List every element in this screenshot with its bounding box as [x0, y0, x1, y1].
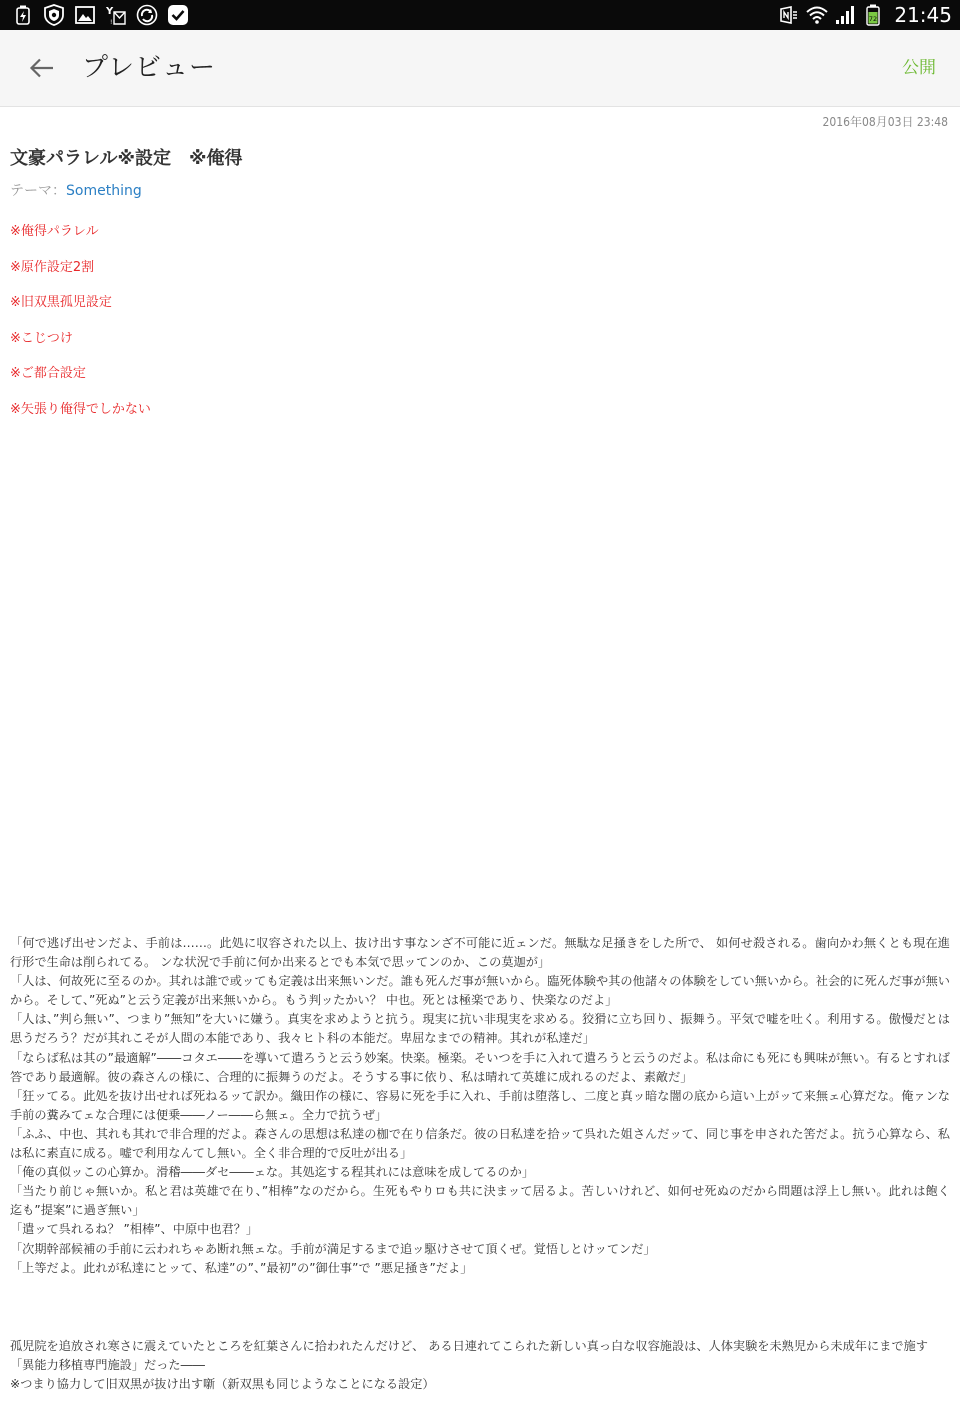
check-app-icon — [167, 4, 189, 26]
post-body-dialogue — [10, 934, 950, 1278]
dialogue-line: 「当たり前じゃ無いか。私と君は英雄で在り、”相棒”なのだから。生死もやりロも共に決まッて居るよ。苦しいけれど、如何せ死ぬのだから問題は浮上し無い。此れは飽く迄も”提案”に過ぎ無い」 — [10, 1184, 950, 1218]
svg-text:Y: Y — [106, 6, 114, 17]
theme-line — [10, 181, 142, 201]
battery-charging-icon — [12, 4, 34, 26]
dialogue-line: 「遣ッて呉れるね？ ”相棒”、中原中也君？」 — [10, 1222, 259, 1237]
dialogue-line: 「上等だよ。此れが私達にとッて、私達”の”、”最初”の”御仕事”で ”悪足掻き”だよ」 — [10, 1260, 473, 1275]
status-bar — [0, 0, 960, 30]
note-item: ※ご都合設定 — [10, 366, 86, 381]
post-title: 文豪パラレル※設定 ※俺得 — [10, 148, 243, 169]
status-bar-left — [12, 4, 198, 26]
arrow-left-icon — [29, 57, 55, 79]
wifi-icon — [806, 4, 828, 26]
shield-app-icon — [43, 4, 65, 26]
nfc-icon — [778, 4, 800, 26]
note-list — [10, 222, 151, 435]
theme-label: テーマ： — [10, 183, 66, 199]
dialogue-line: 「ならば私は其の”最適解”――コタエ――を導いて遣ろうと云う妙案。快楽。極楽。そいつを手に入れて遣ろうと云うのだよ。私は命にも死にも興味が無い。有るとすれば答であり最適解。彼の森さんの様に、合理的に振舞うのだよ。そうする事に依り、私は晴れて英雄に成れるのだよ、素敵だ」 — [10, 1050, 950, 1084]
post-body-epilogue — [10, 1337, 950, 1394]
dialogue-line: 「狂ッてる。此処を抜け出せれば死ねるッて訳か。織田作の様に、容易に死を手に入れ、手前は堕落し、二度と真ッ暗な闇の底から這い上がッて来無ェ心算だな。俺ァンな手前の糞みてェな合理には便乗――ノー――ら無ェ。全力で抗うぜ」 — [10, 1088, 950, 1122]
battery-level-text: 72 — [869, 15, 878, 23]
post-date: 2016年08月03日 23:48 — [822, 115, 948, 129]
page-title: プレビュー — [82, 53, 216, 83]
image-icon — [74, 4, 96, 26]
publish-button[interactable]: 公開 — [902, 58, 936, 78]
epilogue-line: ※つまり協力して旧双黒が抜け出す噺（新双黒も同じようなことになる設定） — [10, 1377, 435, 1392]
svg-text:!: ! — [110, 19, 113, 26]
note-item: ※矢張り俺得でしかない — [10, 401, 151, 417]
dialogue-line: 「何で逃げ出せンだよ、手前は……。此処に収容された以上、抜け出す事なンざ不可能に近ェンだ。無駄な足掻きをした所で、 如何せ殺される。歯向かわ無くとも現在進行形で生命は削られてる。 ンな状況で手前に何か出来るとでも本気で思ッてンのか、この莫迦が」 — [10, 936, 950, 970]
epilogue-line: 孤児院を追放され寒さに震えていたところを紅葉さんに拾われたんだけど、 ある日連れてこられた新しい真っ白な収容施設は、人体実験を未熟児から未成年にまで施す「異能力移植専門施設」だった―― — [10, 1339, 928, 1373]
status-bar-right — [778, 2, 952, 28]
note-item: ※俺得パラレル — [10, 224, 99, 239]
dialogue-line: 「人は、”判ら無い”、つまり”無知”を大いに嫌う。真実を求めようと抗う。現実に抗い非現実を求める。狡猾に立ち回り、振舞う。平気で嘘を吐く。利用する。傲慢だとは思うだろう？だが其れこそが人間の本能であり、我々ヒト科の本能だ。卑屈なまでの精神。其れが私達だ」 — [10, 1012, 950, 1046]
dialogue-line: 「次期幹部候補の手前に云われちゃあ断れ無ェな。手前が満足するまで追ッ駆けさせて頂くぜ。覚悟しとけッてンだ」 — [10, 1241, 656, 1256]
signal-icon — [834, 4, 856, 26]
note-item: ※原作設定2割 — [10, 259, 95, 275]
sync-app-icon — [136, 4, 158, 26]
note-item: ※旧双黒孤児設定 — [10, 295, 112, 310]
app-bar — [0, 30, 960, 107]
dialogue-line: 「ふふ、中也、其れも其れで非合理的だよ。森さんの思想は私達の枷で在り信条だ。彼の日私達を拾ッて呉れた姐さんだッて、同じ事を申された筈だよ。抗う心算なら、私は私に素直に成る。嘘で利用なんてし無い。全く非合理的で反吐が出る」 — [10, 1126, 950, 1161]
theme-link[interactable]: Something — [66, 183, 142, 199]
status-clock: 21:45 — [894, 3, 952, 27]
y-mobile-icon — [105, 4, 127, 26]
dialogue-line: 「俺の真似ッこの心算か。滑稽――ダセ――ェな。其処迄する程其れには意味を成してるのか」 — [10, 1165, 535, 1180]
dialogue-line: 「人は、何故死に至るのか。其れは誰で或ッても定義は出来無いンだ。誰も死んだ事が無いから。臨死体験や其の他諸々の体験をしてい無いから。社会的に死んだ事が無いから。そして、”死ぬ”と云う定義が出来無いから。もう判ッたかい？ 中也。死とは極楽であり、快楽なのだよ」 — [10, 974, 950, 1008]
battery-icon — [862, 4, 884, 26]
note-item: ※こじつけ — [10, 330, 73, 346]
back-button[interactable] — [20, 48, 64, 88]
